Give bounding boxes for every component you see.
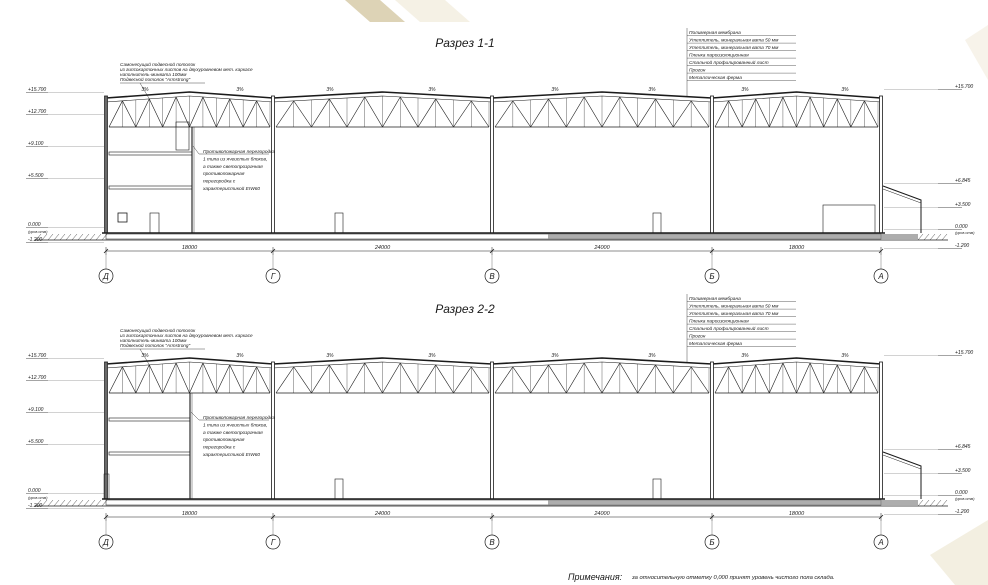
ground-hatch xyxy=(72,234,77,240)
truss-web xyxy=(312,365,330,393)
roof-slope-label: 3% xyxy=(326,353,334,359)
truss-web xyxy=(149,99,162,127)
truss-web xyxy=(531,365,549,393)
truss-web xyxy=(837,365,851,393)
level-mark: 0.000 xyxy=(955,490,968,496)
roof-slope-label: 3% xyxy=(428,87,436,93)
office-floor-slab xyxy=(109,186,192,189)
axis-label: В xyxy=(489,272,495,281)
ceiling-note-line: Самонесущий подвесной потолок xyxy=(120,62,196,67)
roof-slope-label: 3% xyxy=(141,353,149,359)
truss-web xyxy=(294,101,312,127)
truss-web xyxy=(584,97,602,127)
truss-web xyxy=(673,367,691,393)
ceiling-note-line: наполнитель-минвата 100мм xyxy=(120,72,187,77)
office-door xyxy=(150,213,159,233)
gate-opening xyxy=(823,205,875,233)
truss-web xyxy=(471,101,489,127)
staircase-window xyxy=(176,122,189,150)
truss-web xyxy=(715,101,729,127)
truss-web xyxy=(620,97,638,127)
background-decoration xyxy=(345,0,988,585)
ground-hatch xyxy=(96,234,101,240)
ground-hatch xyxy=(918,500,923,506)
level-mark: +5.500 xyxy=(28,173,44,179)
ceiling-note-line: наполнитель-минвата 100мм xyxy=(120,338,187,343)
footnote-label: Примечания: xyxy=(568,572,623,582)
truss-web xyxy=(294,367,312,393)
ground-hatch xyxy=(90,500,95,506)
ceiling-note-line: Подвесной потолок "Armstrong" xyxy=(120,343,191,348)
partition-note-line: а также светопрозрачная xyxy=(203,430,263,436)
span-dimension: 18000 xyxy=(181,511,198,517)
truss-web xyxy=(602,97,620,127)
axis-label: Г xyxy=(270,538,276,547)
truss-web xyxy=(257,101,270,127)
truss-web xyxy=(864,367,878,393)
truss-web xyxy=(495,367,513,393)
truss-web xyxy=(691,101,709,127)
truss-web xyxy=(742,99,756,127)
truss-web xyxy=(400,363,418,393)
partition-note-line: Противопожарная перегородка xyxy=(203,416,276,421)
ground-hatch xyxy=(942,500,947,506)
partition-note-line: 1 типа из ячеистых блоков, xyxy=(203,157,268,163)
truss-web xyxy=(436,99,454,127)
roof-slope-label: 3% xyxy=(236,353,244,359)
truss-web xyxy=(851,101,865,127)
truss-web xyxy=(729,367,743,393)
partition-note-line: противопожарная xyxy=(203,438,245,444)
truss-web xyxy=(163,363,176,393)
roof-layer-line: Полимерная мембрана xyxy=(689,31,741,36)
axis-label: Д xyxy=(103,272,109,281)
column xyxy=(711,362,714,499)
truss-web xyxy=(176,97,189,127)
level-mark: +15.700 xyxy=(955,84,974,90)
truss-web xyxy=(276,367,294,393)
level-mark: +12.700 xyxy=(28,375,47,381)
canopy-underside xyxy=(883,189,921,203)
truss-web xyxy=(243,101,256,127)
truss-web xyxy=(837,99,851,127)
roof-slope-label: 3% xyxy=(741,87,749,93)
canopy xyxy=(883,452,921,499)
truss-web xyxy=(656,99,674,127)
truss-web xyxy=(783,97,797,127)
truss-web xyxy=(756,99,770,127)
truss-web xyxy=(365,363,383,393)
ground-hatch xyxy=(48,500,53,506)
column xyxy=(491,362,494,499)
ground-hatch xyxy=(48,234,53,240)
truss-web xyxy=(122,101,135,127)
truss-web xyxy=(851,367,865,393)
truss-web xyxy=(329,99,347,127)
ground-hatch xyxy=(96,500,101,506)
ground-hatch xyxy=(924,234,929,240)
span-dimension: 24000 xyxy=(594,245,610,251)
truss-web xyxy=(418,99,436,127)
level-sub: (уров.отм) xyxy=(955,497,975,501)
truss-web xyxy=(824,365,838,393)
truss-web xyxy=(797,97,811,127)
truss-web xyxy=(810,97,824,127)
span-dimension: 18000 xyxy=(181,245,198,251)
truss-web xyxy=(783,363,797,393)
roof-layer-line: Прогон xyxy=(689,68,706,74)
ceiling-note-line: Подвесной потолок "Armstrong" xyxy=(120,77,191,82)
roof-slope-label: 3% xyxy=(648,353,656,359)
truss-web xyxy=(365,97,383,127)
truss-web xyxy=(454,101,472,127)
section-1-1 xyxy=(26,28,975,283)
roof-slope-label: 3% xyxy=(741,353,749,359)
level-sub: (уров.отм) xyxy=(28,230,48,234)
truss-web xyxy=(513,101,531,127)
section-title: Разрез 2-2 xyxy=(435,302,495,316)
level-mark: +9.100 xyxy=(28,407,44,413)
ground-hatch xyxy=(84,500,89,506)
level-mark: +6.845 xyxy=(955,444,971,450)
roof-layer-line: Утеплитель, минеральная вата 70 мм xyxy=(689,46,779,51)
span-dimension: 24000 xyxy=(594,511,610,517)
office-floor-slab xyxy=(109,452,190,455)
roof-layer-line: Металлическая ферма xyxy=(689,342,742,347)
roof-layer-line: Пленка пароизоляционная xyxy=(689,53,749,59)
truss-web xyxy=(602,363,620,393)
canopy xyxy=(883,186,921,233)
axis-label: А xyxy=(878,272,884,281)
roof-layer-line: Полимерная мембрана xyxy=(689,297,741,302)
truss-web xyxy=(729,101,743,127)
column xyxy=(880,362,883,499)
truss-web xyxy=(673,101,691,127)
level-mark: +5.500 xyxy=(28,439,44,445)
span-dimension: 18000 xyxy=(788,245,805,251)
truss-web xyxy=(383,97,401,127)
truss-web xyxy=(566,97,584,127)
canopy-underside xyxy=(883,455,921,469)
truss-web xyxy=(190,97,203,127)
ground-hatch xyxy=(66,234,71,240)
truss-web xyxy=(495,101,513,127)
level-sub: (уров.отм) xyxy=(955,231,975,235)
column xyxy=(491,96,494,233)
axis-label: Б xyxy=(709,538,715,547)
level-mark: +15.700 xyxy=(28,87,47,93)
gravel-hatch xyxy=(548,500,918,505)
roof-layer-line: Прогон xyxy=(689,334,706,340)
roof-slope-label: 3% xyxy=(141,87,149,93)
level-mark: +3.500 xyxy=(955,468,971,474)
truss-web xyxy=(638,365,656,393)
column xyxy=(272,96,275,233)
truss-web xyxy=(531,99,549,127)
roof-layer-line: Утеплитель, минеральная вата 50 мм xyxy=(689,38,779,44)
partition-note-line: Противопожарная перегородка xyxy=(203,150,276,155)
span-dimension: 18000 xyxy=(788,511,805,517)
section-title: Разрез 1-1 xyxy=(435,36,495,50)
truss-web xyxy=(756,365,770,393)
truss-web xyxy=(149,365,162,393)
axis-label: Б xyxy=(709,272,715,281)
ground-hatch xyxy=(60,234,65,240)
level-mark: +15.700 xyxy=(28,353,47,359)
truss-web xyxy=(230,365,243,393)
ground-hatch xyxy=(42,234,47,240)
truss-web xyxy=(109,101,122,127)
level-mark: -1.200 xyxy=(28,237,43,243)
truss-web xyxy=(513,367,531,393)
column xyxy=(711,96,714,233)
warehouse-door xyxy=(335,479,343,499)
truss-web xyxy=(347,363,365,393)
ground-hatch xyxy=(54,234,59,240)
column xyxy=(272,362,275,499)
truss-web xyxy=(109,367,122,393)
truss-web xyxy=(549,365,567,393)
truss-web xyxy=(471,367,489,393)
warehouse-door xyxy=(653,479,661,499)
gravel-hatch xyxy=(548,234,918,239)
truss-web xyxy=(454,367,472,393)
truss-web xyxy=(824,99,838,127)
truss-web xyxy=(620,363,638,393)
truss-web xyxy=(257,367,270,393)
roof-layer-line: Утеплитель, минеральная вата 50 мм xyxy=(689,304,779,310)
truss-web xyxy=(400,97,418,127)
truss-web xyxy=(864,101,878,127)
ceiling-note-line: из гипсокартонных листов на двухуровневом мет. каркасе xyxy=(120,67,253,72)
partition-note-line: 1 типа из ячеистых блоков, xyxy=(203,423,268,429)
roof-slope-label: 3% xyxy=(326,87,334,93)
roof-slope-label: 3% xyxy=(236,87,244,93)
roof-layer-line: Металлическая ферма xyxy=(689,76,742,81)
truss-web xyxy=(810,363,824,393)
ground-hatch xyxy=(942,234,947,240)
warehouse-door xyxy=(335,213,343,233)
ground-hatch xyxy=(72,500,77,506)
truss-web xyxy=(418,365,436,393)
level-mark: 0.000 xyxy=(28,488,41,494)
roof-slope-label: 3% xyxy=(841,353,849,359)
axis-label: Г xyxy=(270,272,276,281)
office-floor-slab xyxy=(109,418,190,421)
roof-layer-line: Утеплитель, минеральная вата 70 мм xyxy=(689,312,779,317)
level-sub: (уров.отм) xyxy=(28,496,48,500)
level-mark: +9.100 xyxy=(28,141,44,147)
office-floor-slab xyxy=(109,152,192,155)
roof-slope-label: 3% xyxy=(428,353,436,359)
partition-note-line: перегородка с xyxy=(203,179,236,185)
truss-web xyxy=(769,363,783,393)
level-mark: 0.000 xyxy=(28,222,41,228)
ground-hatch xyxy=(78,234,83,240)
partition-note-line: противопожарная xyxy=(203,172,245,178)
partition-note-line: а также светопрозрачная xyxy=(203,164,263,170)
ground-hatch xyxy=(42,500,47,506)
partition-note-line: характеристикой EIW60 xyxy=(203,187,261,192)
ground-hatch xyxy=(930,500,935,506)
level-mark: 0.000 xyxy=(955,224,968,230)
partition-note-line: характеристикой EIW60 xyxy=(203,453,261,458)
ceiling-note-line: из гипсокартонных листов на двухуровневом мет. каркасе xyxy=(120,333,253,338)
level-mark: -1.200 xyxy=(955,243,970,249)
ground-hatch xyxy=(84,234,89,240)
ground-hatch xyxy=(60,500,65,506)
truss-web xyxy=(203,363,216,393)
truss-web xyxy=(656,365,674,393)
footnote-text: за относительную отметку 0,000 принят уровень чистого пола склада. xyxy=(632,575,835,581)
truss-web xyxy=(347,97,365,127)
ground-hatch xyxy=(924,500,929,506)
truss-web xyxy=(216,99,229,127)
axis-label: А xyxy=(878,538,884,547)
level-mark: +15.700 xyxy=(955,350,974,356)
level-mark: -1.200 xyxy=(28,503,43,509)
truss-web xyxy=(312,99,330,127)
truss-web xyxy=(190,363,203,393)
truss-web xyxy=(566,363,584,393)
span-dimension: 24000 xyxy=(374,245,391,251)
truss-web xyxy=(163,97,176,127)
truss-web xyxy=(691,367,709,393)
level-mark: +6.845 xyxy=(955,178,971,184)
truss-web xyxy=(230,99,243,127)
roof-slope-label: 3% xyxy=(841,87,849,93)
ground-hatch xyxy=(936,500,941,506)
roof-layer-line: Пленка пароизоляционная xyxy=(689,319,749,325)
level-mark: +3.500 xyxy=(955,202,971,208)
ground-hatch xyxy=(918,234,923,240)
ground-hatch xyxy=(66,500,71,506)
ground-hatch xyxy=(90,234,95,240)
truss-web xyxy=(216,365,229,393)
roof-layer-line: Стальной профилированный лист xyxy=(689,61,769,66)
section-2-2 xyxy=(26,294,975,549)
truss-web xyxy=(136,99,149,127)
truss-web xyxy=(329,365,347,393)
truss-web xyxy=(276,101,294,127)
level-mark: -1.200 xyxy=(955,509,970,515)
roof-layer-line: Стальной профилированный лист xyxy=(689,327,769,332)
warehouse-door xyxy=(653,213,661,233)
ground-hatch xyxy=(936,234,941,240)
truss-web xyxy=(638,99,656,127)
fire-cabinet xyxy=(118,213,127,222)
truss-web xyxy=(122,367,135,393)
axis-label: В xyxy=(489,538,495,547)
truss-web xyxy=(549,99,567,127)
truss-web xyxy=(797,363,811,393)
ceiling-note-line: Самонесущий подвесной потолок xyxy=(120,328,196,333)
truss-web xyxy=(176,363,189,393)
partition-note-line: перегородка с xyxy=(203,445,236,451)
truss-web xyxy=(243,367,256,393)
roof-slope-label: 3% xyxy=(551,353,559,359)
truss-web xyxy=(584,363,602,393)
truss-web xyxy=(742,365,756,393)
axis-label: Д xyxy=(103,538,109,547)
ground-hatch xyxy=(54,500,59,506)
column xyxy=(880,96,883,233)
truss-web xyxy=(136,365,149,393)
ground-hatch xyxy=(78,500,83,506)
truss-web xyxy=(383,363,401,393)
span-dimension: 24000 xyxy=(374,511,391,517)
ground-hatch xyxy=(930,234,935,240)
truss-web xyxy=(436,365,454,393)
truss-web xyxy=(769,97,783,127)
roof-slope-label: 3% xyxy=(551,87,559,93)
level-mark: +12.700 xyxy=(28,109,47,115)
roof-slope-label: 3% xyxy=(648,87,656,93)
truss-web xyxy=(715,367,729,393)
truss-web xyxy=(203,97,216,127)
